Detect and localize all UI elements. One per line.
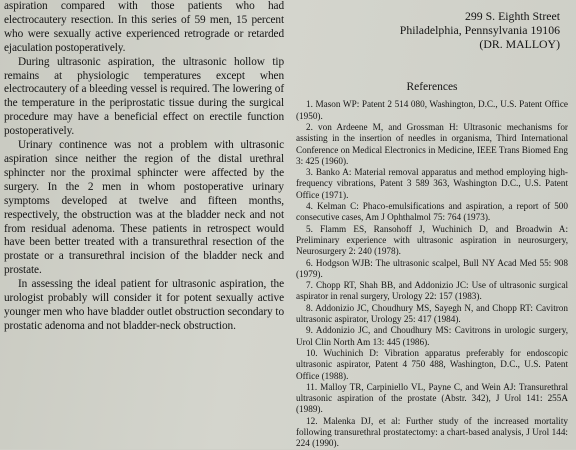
reference-column bbox=[296, 10, 568, 450]
reference-item: 11. Malloy TR, Carpiniello VL, Payne C, and Wein AJ: Transurethral ultrasonic aspiration of the prostate (Abstr. 342), J Urol 141: 255A (1989). bbox=[296, 381, 568, 415]
body-text-column bbox=[4, 0, 284, 334]
author-address bbox=[296, 10, 568, 51]
address-city: Philadelphia, Pennsylvania 19106 bbox=[399, 22, 560, 37]
reference-list bbox=[296, 99, 568, 449]
reference-item: 5. Flamm ES, Ransohoff J, Wuchinich D, and Broadwin A: Preliminary experience with ultrasonic aspiration in neurosurgery, Neurosurgery 2: 240 (1978). bbox=[296, 223, 568, 257]
reference-item: 2. von Ardeene M, and Grossman H: Ultrasonic mechanisms for assisting in the insertion of needles in organisma, Third International Conference on Medical Electronics in Medicine, IEEE Trans Biomed Eng 3: 425 (1960). bbox=[296, 121, 568, 166]
reference-item: 12. Malenka DJ, et al: Further study of the increased mortality following transurethral prostatectomy: a chart-based analysis, J Urol 144: 224 (1990). bbox=[296, 415, 568, 449]
paragraph-urinary-continence: Urinary continence was not a problem with ultrasonic aspiration since neither the region of the distal urethral sphincter nor the proximal sphincter were affected by the surgery. In the 2 men in whom postoperative urinary symptoms developed at twelve and fifteen months, respectively, the obstruction was at the bladder neck and not from residual adenoma. These patients in retrospect would have been better treated with a transurethral resection of the prostate or a transurethral incision of the bladder neck and prostate. bbox=[4, 139, 284, 277]
reference-item: 7. Chopp RT, Shah BB, and Addonizio JC: Use of ultrasonic surgical aspirator in renal surgery, Urology 22: 157 (1983). bbox=[296, 280, 568, 302]
paragraph-tip-temperature: During ultrasonic aspiration, the ultrasonic hollow tip remains at physiologic temperatures except when electrocautery of a bleeding vessel is required. The lowering of the temperature in the periprostatic tissue during the surgical procedure may have a beneficial effect on erectile function postoperatively. bbox=[4, 55, 284, 138]
reference-item: 10. Wuchinich D: Vibration apparatus preferably for endoscopic ultrasonic aspirator, Patent 4 750 488, Washington, D.C., U.S. Patent Office (1988). bbox=[296, 347, 568, 381]
references-heading: References bbox=[406, 81, 458, 94]
reference-item: 9. Addonizio JC, and Choudhury MS: Cavitrons in urologic surgery, Urol Clin North Am 13: 445 (1986). bbox=[296, 325, 568, 347]
reference-item: 4. Kelman C: Phaco-emulsifications and aspiration, a report of 500 consecutive cases, Am J Ophthalmol 75: 764 (1973). bbox=[296, 201, 568, 223]
reference-item: 8. Addonizio JC, Choudhury MS, Sayegh N, and Chopp RT: Cavitron ultrasonic aspirator, Urology 25: 417 (1984). bbox=[296, 302, 568, 325]
address-street: 299 S. Eighth Street bbox=[464, 9, 560, 23]
reference-item: 1. Mason WP: Patent 2 514 080, Washington, D.C., U.S. Patent Office (1950). bbox=[296, 99, 568, 121]
paragraph-ideal-patient: In assessing the ideal patient for ultrasonic aspiration, the urologist probably will consider it for potent sexually active younger men who have bladder outlet obstruction secondary to prostatic adenoma and not bladder-neck obstruction. bbox=[4, 278, 284, 332]
paragraph-ejaculation-results: aspiration compared with those patients who had electrocautery resection. In this series of 59 men, 15 percent who were sexually active experienced retrograde or retarded ejaculation postoperatively. bbox=[4, 0, 284, 54]
address-author: (DR. MALLOY) bbox=[479, 36, 560, 51]
reference-item: 3. Banko A: Material removal apparatus and method employing high-frequency vibrations, Patent 3 589 363, Washington D.C., U.S. Patent Office (1971). bbox=[296, 167, 568, 200]
reference-item: 6. Hodgson WJB: The ultrasonic scalpel, Bull NY Acad Med 55: 908 (1979). bbox=[296, 257, 568, 279]
